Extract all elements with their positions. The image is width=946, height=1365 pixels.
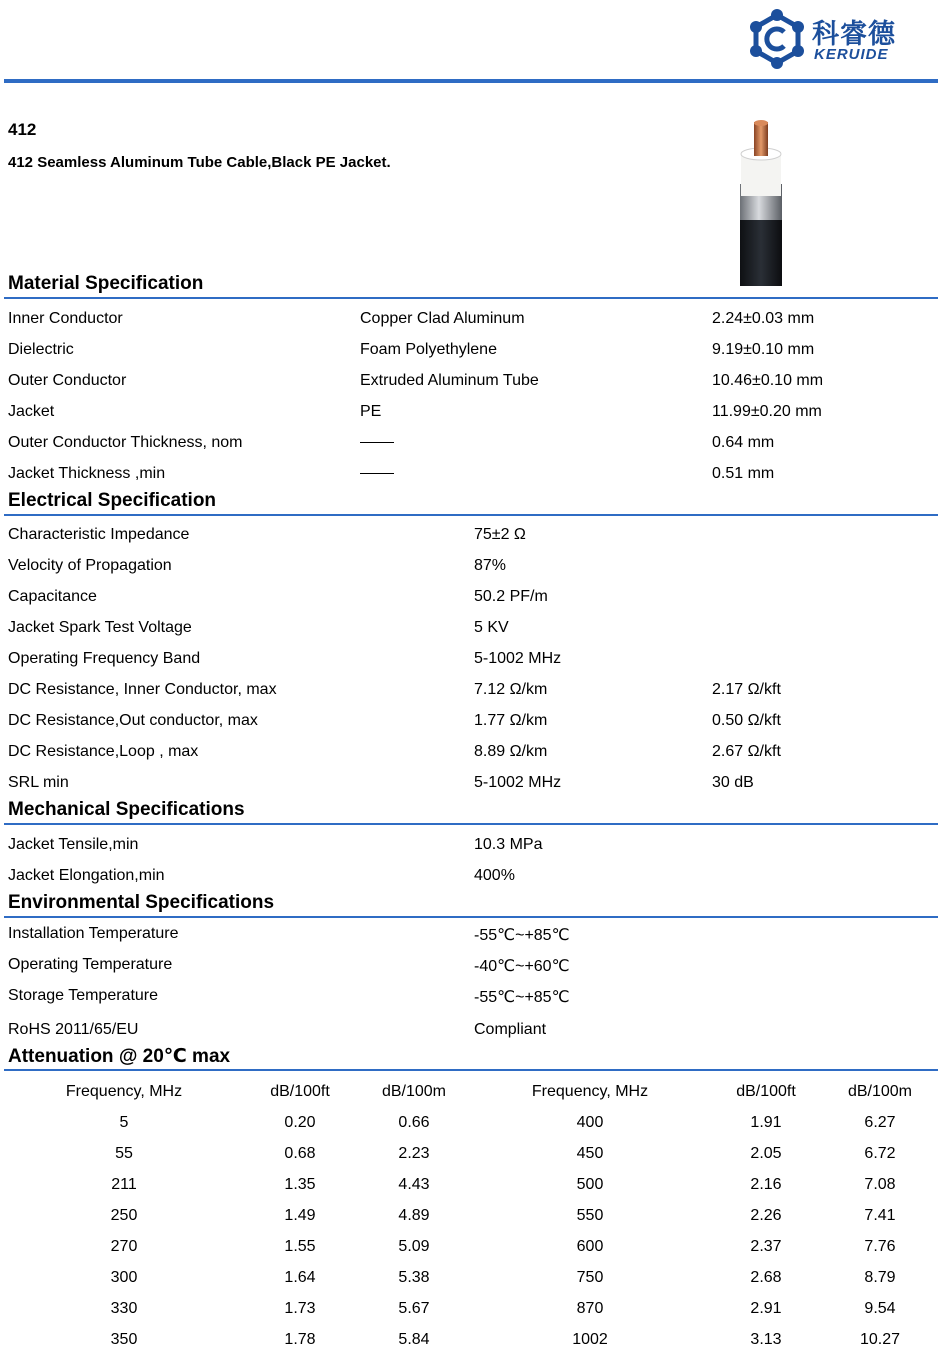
- spec-material: Foam Polyethylene: [360, 341, 497, 358]
- spec-value-alt: 2.17 Ω/kft: [712, 681, 781, 698]
- spec-name: Characteristic Impedance: [8, 526, 190, 543]
- brand-name-en: KERUIDE: [814, 46, 889, 63]
- spec-value: 5 KV: [474, 619, 509, 636]
- attenuation-cell: 5: [119, 1114, 129, 1131]
- material-heading: Material Specification: [8, 273, 204, 294]
- attenuation-rule: [4, 1069, 938, 1071]
- attenuation-cell: 5.67: [398, 1300, 430, 1317]
- spec-value: 1.77 Ω/km: [474, 712, 548, 729]
- spec-dash: [360, 465, 394, 483]
- attenuation-cell: 2.23: [398, 1145, 430, 1162]
- attenuation-cell: 6.72: [864, 1145, 896, 1162]
- spec-name: SRL min: [8, 774, 69, 791]
- spec-name: Operating Temperature: [8, 956, 173, 973]
- spec-value: 9.19±0.10 mm: [712, 341, 815, 358]
- environmental-heading: Environmental Specifications: [8, 892, 275, 913]
- column-header: dB/100m: [381, 1083, 447, 1100]
- attenuation-cell: 0.20: [284, 1114, 316, 1131]
- attenuation-cell: 450: [576, 1145, 604, 1162]
- attenuation-cell: 1.91: [750, 1114, 782, 1131]
- spec-name: Outer Conductor: [8, 372, 127, 389]
- spec-value-alt: 2.67 Ω/kft: [712, 743, 781, 760]
- attenuation-cell: 400: [576, 1114, 604, 1131]
- attenuation-cell: 6.27: [864, 1114, 896, 1131]
- product-subtitle: 412 Seamless Aluminum Tube Cable,Black PE Jacket.: [8, 154, 391, 171]
- attenuation-cell: 3.13: [750, 1331, 782, 1348]
- spec-name: DC Resistance, Inner Conductor, max: [8, 681, 277, 698]
- column-header: dB/100ft: [270, 1083, 330, 1100]
- electrical-rule: [4, 514, 938, 516]
- attenuation-heading: Attenuation @ 20℃ max: [8, 1046, 231, 1067]
- spec-value: 0.64 mm: [712, 434, 775, 451]
- column-header: dB/100ft: [736, 1083, 796, 1100]
- column-header: dB/100m: [847, 1083, 913, 1100]
- spec-name: DC Resistance,Out conductor, max: [8, 712, 258, 729]
- attenuation-cell: 300: [110, 1269, 138, 1286]
- company-logo: [746, 6, 926, 72]
- attenuation-cell: 2.05: [750, 1145, 782, 1162]
- brand-name-cn: 科睿德: [812, 19, 896, 50]
- attenuation-cell: 7.41: [864, 1207, 896, 1224]
- spec-name: Outer Conductor Thickness, nom: [8, 434, 243, 451]
- spec-name: Installation Temperature: [8, 925, 179, 942]
- molecule-logo-icon: [746, 8, 808, 70]
- attenuation-cell: 8.79: [864, 1269, 896, 1286]
- spec-name: DC Resistance,Loop , max: [8, 743, 199, 760]
- attenuation-cell: 870: [576, 1300, 604, 1317]
- material-rule: [4, 297, 938, 299]
- electrical-heading: Electrical Specification: [8, 490, 217, 511]
- spec-name: RoHS 2011/65/EU: [8, 1021, 139, 1038]
- attenuation-cell: 4.89: [398, 1207, 430, 1224]
- attenuation-cell: 0.68: [284, 1145, 316, 1162]
- attenuation-cell: 750: [576, 1269, 604, 1286]
- attenuation-cell: 1.35: [284, 1176, 316, 1193]
- spec-value: 75±2 Ω: [474, 526, 526, 543]
- attenuation-cell: 1.64: [284, 1269, 316, 1286]
- spec-value: -55℃~+85℃: [474, 989, 570, 1006]
- spec-name: Inner Conductor: [8, 310, 123, 327]
- attenuation-cell: 250: [110, 1207, 138, 1224]
- spec-name: Dielectric: [8, 341, 74, 358]
- spec-value: -40℃~+60℃: [474, 958, 570, 975]
- spec-value: 0.51 mm: [712, 465, 775, 482]
- attenuation-cell: 5.09: [398, 1238, 430, 1255]
- spec-name: Operating Frequency Band: [8, 650, 201, 667]
- column-header: Frequency, MHz: [65, 1083, 183, 1100]
- attenuation-cell: 2.37: [750, 1238, 782, 1255]
- spec-value: 8.89 Ω/km: [474, 743, 548, 760]
- spec-material: Copper Clad Aluminum: [360, 310, 525, 327]
- attenuation-cell: 0.66: [398, 1114, 430, 1131]
- spec-name: Capacitance: [8, 588, 97, 605]
- spec-value: -55℃~+85℃: [474, 927, 570, 944]
- attenuation-cell: 500: [576, 1176, 604, 1193]
- attenuation-cell: 550: [576, 1207, 604, 1224]
- spec-value: 11.99±0.20 mm: [712, 403, 822, 420]
- spec-value: 10.46±0.10 mm: [712, 372, 824, 389]
- attenuation-cell: 270: [110, 1238, 138, 1255]
- spec-name: Jacket: [8, 403, 55, 420]
- product-title: 412: [8, 120, 37, 139]
- spec-value: 2.24±0.03 mm: [712, 310, 815, 327]
- mechanical-heading: Mechanical Specifications: [8, 799, 245, 820]
- cable-illustration: [730, 118, 800, 288]
- spec-value: 7.12 Ω/km: [474, 681, 548, 698]
- attenuation-cell: 1002: [572, 1331, 608, 1348]
- spec-name: Jacket Spark Test Voltage: [8, 619, 192, 636]
- spec-value: Compliant: [474, 1021, 547, 1038]
- attenuation-cell: 2.26: [750, 1207, 782, 1224]
- attenuation-cell: 1.49: [284, 1207, 316, 1224]
- spec-value: 87%: [474, 557, 507, 574]
- spec-name: Storage Temperature: [8, 987, 159, 1004]
- spec-name: Jacket Thickness ,min: [8, 465, 166, 482]
- attenuation-cell: 2.16: [750, 1176, 782, 1193]
- attenuation-cell: 10.27: [859, 1331, 901, 1348]
- spec-material: PE: [360, 403, 382, 420]
- header-divider: [4, 79, 938, 83]
- spec-value: 5-1002 MHz: [474, 650, 562, 667]
- attenuation-cell: 5.38: [398, 1269, 430, 1286]
- column-header: Frequency, MHz: [531, 1083, 649, 1100]
- attenuation-cell: 2.68: [750, 1269, 782, 1286]
- spec-name: Velocity of Propagation: [8, 557, 172, 574]
- spec-value-alt: 0.50 Ω/kft: [712, 712, 781, 729]
- attenuation-cell: 1.55: [284, 1238, 316, 1255]
- spec-value: 50.2 PF/m: [474, 588, 548, 605]
- attenuation-cell: 9.54: [864, 1300, 896, 1317]
- environmental-rule: [4, 916, 938, 918]
- mechanical-rule: [4, 823, 938, 825]
- attenuation-cell: 2.91: [750, 1300, 782, 1317]
- attenuation-cell: 600: [576, 1238, 604, 1255]
- attenuation-cell: 330: [110, 1300, 138, 1317]
- spec-material: Extruded Aluminum Tube: [360, 372, 539, 389]
- attenuation-cell: 211: [111, 1176, 137, 1193]
- attenuation-cell: 55: [115, 1145, 133, 1162]
- spec-dash: [360, 434, 394, 452]
- spec-name: Jacket Elongation,min: [8, 867, 165, 884]
- attenuation-cell: 7.76: [864, 1238, 896, 1255]
- attenuation-cell: 1.73: [284, 1300, 316, 1317]
- attenuation-cell: 1.78: [284, 1331, 316, 1348]
- attenuation-cell: 4.43: [398, 1176, 430, 1193]
- spec-value: 400%: [474, 867, 515, 884]
- spec-name: Jacket Tensile,min: [8, 836, 139, 853]
- spec-value: 5-1002 MHz: [474, 774, 562, 791]
- spec-value-alt: 30 dB: [712, 774, 754, 791]
- spec-value: 10.3 MPa: [474, 836, 543, 853]
- attenuation-cell: 5.84: [398, 1331, 430, 1348]
- attenuation-cell: 350: [110, 1331, 138, 1348]
- attenuation-cell: 7.08: [864, 1176, 896, 1193]
